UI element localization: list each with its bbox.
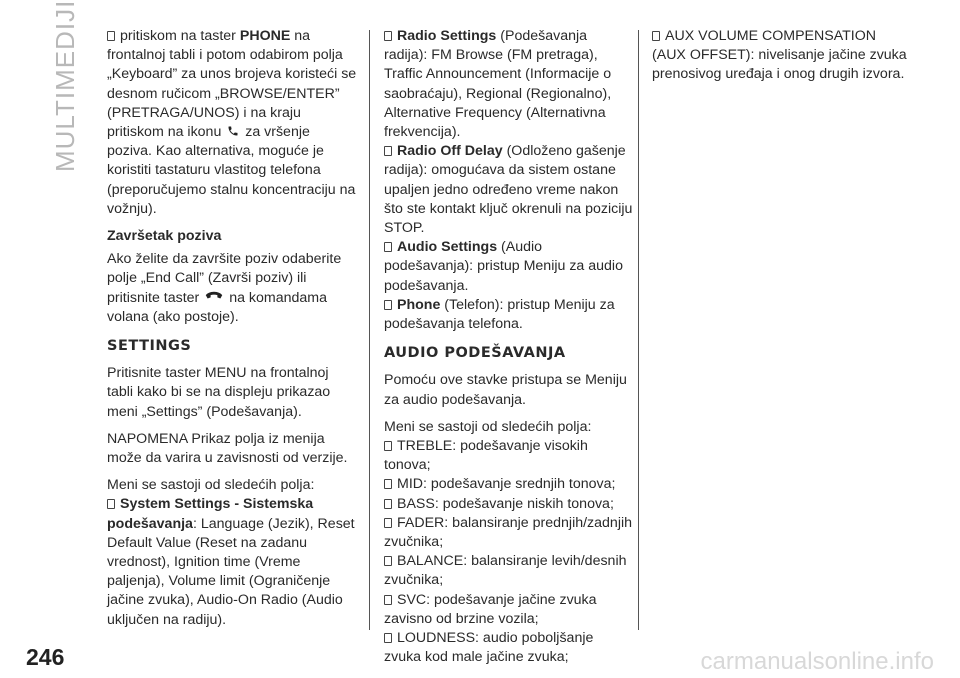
list-item: FADER: balansiranje prednjih/zadnjih zvučnika; — [384, 514, 633, 551]
list-item: AUX VOLUME COMPENSATION (AUX OFFSET): nivelisanje jačine zvuka prenosivog uređaja i onog drugih izvora. — [652, 28, 907, 83]
column-3 — [652, 27, 912, 85]
paragraph: Pomoću ove stavke pristupa se Meniju za audio podešavanja. — [384, 372, 627, 408]
paragraph: Ako želite da završite poziv odaberite polje „End Call” (Završi poziv) ili pritisnite taster na komandama volana (ako postoje). — [107, 251, 342, 325]
column-2 — [384, 27, 634, 668]
bullet-icon — [652, 31, 660, 41]
bullet-icon — [107, 499, 115, 509]
section-heading: SETTINGS — [107, 338, 192, 355]
column-divider — [369, 30, 370, 630]
bullet-icon — [384, 146, 392, 156]
bullet-icon — [384, 242, 392, 252]
list-item: Radio Settings (Podešavanja radija): FM Browse (FM pretraga), Traffic Announcement (Informacije o saobraćaju), Regional (Regionalno), Alternative Frequency (Alternativna frekvencija). — [384, 28, 612, 141]
column-1 — [107, 27, 357, 630]
bullet-icon — [384, 518, 392, 528]
bullet-icon — [107, 31, 115, 41]
list-item: TREBLE: podešavanje visokih tonova; — [384, 438, 588, 474]
note: NAPOMENA Prikaz polja iz menija može da varira u zavisnosti od verzije. — [107, 430, 348, 467]
paragraph: Pritisnite taster MENU na frontalnoj tabli kako bi se na displeju prikazao meni „Settings” (Podešavanja). — [107, 365, 331, 420]
list-item: Audio Settings (Audio podešavanja): pristup Meniju za audio podešavanja. — [384, 239, 623, 294]
paragraph: pritiskom na taster PHONE na frontalnoj tabli i potom odabirom polja „Keyboard” za unos brojeva koristeći se desnom ručicom „BROWSE/ENTER” (PRETRAGA/UNOS) i na kraju pritiskom na ikonu za vršenje poziva. Kao alternativa, moguće je koristiti tastaturu vlastitog telefona (preporučujemo stalnu koncentraciju na vožnju). — [107, 28, 357, 217]
paragraph: Meni se sastoji od sledećih polja: — [107, 477, 315, 494]
list-item: LOUDNESS: audio poboljšanje zvuka kod male jačine zvuka; — [384, 630, 594, 666]
list-item: MID: podešavanje srednjih tonova; — [384, 475, 634, 494]
list-item: BALANCE: balansiranje levih/desnih zvučnika; — [384, 553, 627, 589]
page-number: 246 — [26, 644, 65, 670]
column-divider — [638, 30, 639, 630]
bullet-icon — [384, 633, 392, 643]
watermark: carmanualsonline.info — [700, 648, 934, 675]
subheading: Završetak poziva — [107, 228, 222, 245]
list-item: BASS: podešavanje niskih tonova; — [384, 495, 634, 514]
phone-icon — [227, 125, 239, 137]
list-item: Phone (Telefon): pristup Meniju za podešavanja telefona. — [384, 296, 615, 333]
bullet-icon — [384, 595, 392, 605]
bullet-icon — [384, 441, 392, 451]
bullet-icon — [384, 31, 392, 41]
section-heading: AUDIO PODEŠAVANJA — [384, 345, 566, 362]
hang-up-icon — [205, 291, 223, 300]
paragraph: Meni se sastoji od sledećih polja: — [384, 418, 592, 435]
bullet-icon — [384, 300, 392, 310]
list-item: System Settings - Sistemska podešavanja: Language (Jezik), Reset Default Value (Reset na zadanu vrednost), Ignition time (Vreme paljenja), Volume limit (Ograničenje jačine zvuka), Audio-On Radio (Audio uključen na radiju). — [107, 496, 355, 628]
list-item: Radio Off Delay (Odloženo gašenje radija): omogućava da sistem ostane upaljen jedno određeno vreme nakon što ste kontakt ključ okrenuli na poziciju STOP. — [384, 143, 633, 237]
bullet-icon — [384, 479, 392, 489]
bullet-icon — [384, 556, 392, 566]
bullet-icon — [384, 499, 392, 509]
list-item: SVC: podešavanje jačine zvuka zavisno od brzine vozila; — [384, 591, 597, 627]
chapter-label: MULTIMEDIJI — [50, 0, 80, 172]
